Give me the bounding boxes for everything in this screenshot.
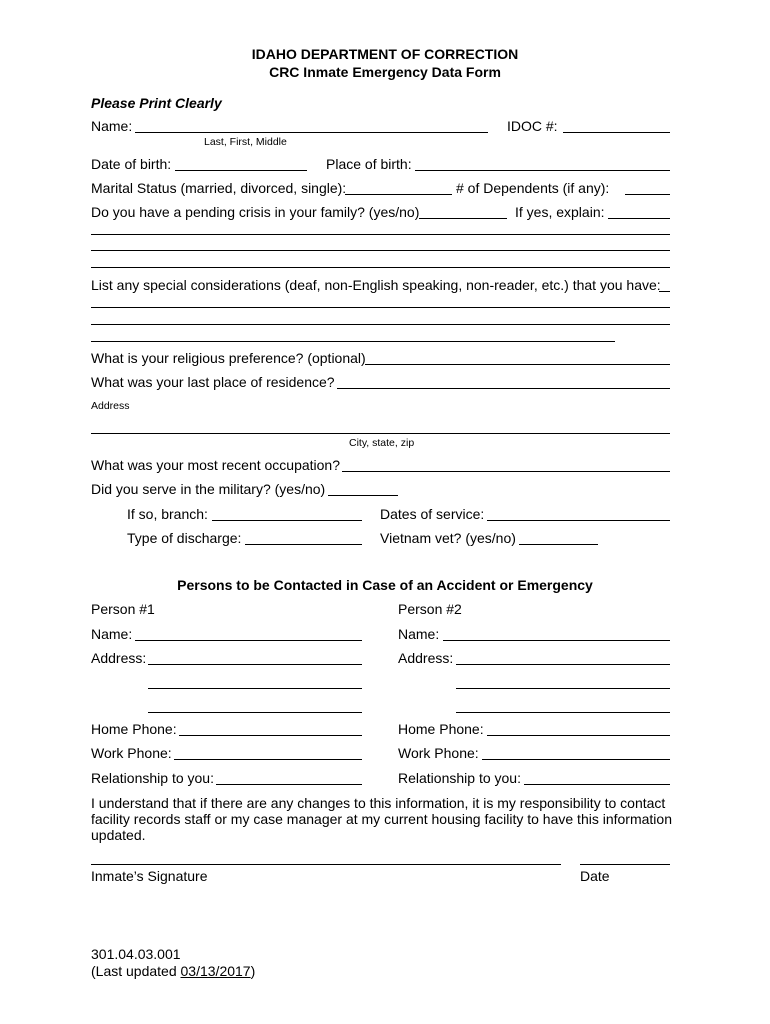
- signature-label: Inmate’s Signature: [91, 868, 208, 884]
- special-field[interactable]: [659, 291, 670, 292]
- dependents-label: # of Dependents (if any):: [456, 180, 610, 196]
- crisis-field[interactable]: [419, 218, 507, 219]
- person2-work-phone-field[interactable]: [482, 759, 670, 760]
- occupation-label: What was your most recent occupation?: [91, 457, 341, 473]
- service-field[interactable]: [487, 520, 670, 521]
- last-updated-date: 03/13/2017: [180, 963, 251, 979]
- branch-field[interactable]: [212, 520, 362, 521]
- person1-work-phone-label: Work Phone:: [91, 745, 172, 761]
- emergency-heading: Persons to be Contacted in Case of an Accident or Emergency: [177, 577, 593, 593]
- special-line[interactable]: [91, 307, 670, 308]
- person2-name-field[interactable]: [443, 640, 670, 641]
- person1-address-field[interactable]: [148, 664, 362, 665]
- person2-address-line[interactable]: [456, 688, 670, 689]
- explain-line[interactable]: [91, 267, 670, 268]
- explain-label: If yes, explain:: [515, 204, 605, 220]
- vietnam-field[interactable]: [519, 544, 598, 545]
- name-field[interactable]: [135, 132, 488, 133]
- service-label: Dates of service:: [380, 506, 485, 522]
- acknowledgement-text: I understand that if there are any changes to this information, it is my responsibility to contact facility records staff or my case manager at my current housing facility to have this information updated.: [91, 795, 672, 843]
- special-line[interactable]: [91, 341, 615, 342]
- person1-home-phone-label: Home Phone:: [91, 721, 177, 737]
- pob-label: Place of birth:: [326, 156, 412, 172]
- residence-field[interactable]: [337, 388, 670, 389]
- signature-field[interactable]: [91, 864, 561, 865]
- last-updated-suffix: ): [250, 963, 256, 979]
- city-state-zip-field[interactable]: [91, 433, 670, 434]
- explain-field[interactable]: [608, 218, 670, 219]
- date-field[interactable]: [580, 864, 670, 865]
- crisis-label: Do you have a pending crisis in your family? (yes/no): [91, 204, 420, 220]
- dob-field[interactable]: [175, 170, 307, 171]
- person1-name-label: Name:: [91, 626, 133, 642]
- last-updated: [91, 963, 255, 979]
- discharge-label: Type of discharge:: [127, 530, 242, 546]
- person2-home-phone-field[interactable]: [487, 735, 670, 736]
- residence-label: What was your last place of residence?: [91, 374, 335, 390]
- religion-label: What is your religious preference? (optional): [91, 350, 366, 366]
- date-label: Date: [580, 868, 610, 884]
- person2-address-label: Address:: [398, 650, 454, 666]
- special-line[interactable]: [91, 324, 670, 325]
- idoc-field[interactable]: [563, 132, 670, 133]
- person1-address-line[interactable]: [148, 688, 362, 689]
- occupation-field[interactable]: [342, 471, 670, 472]
- marital-label: Marital Status (married, divorced, single):: [91, 180, 347, 196]
- person1-relationship-label: Relationship to you:: [91, 770, 214, 786]
- branch-label: If so, branch:: [127, 506, 208, 522]
- religion-field[interactable]: [365, 364, 670, 365]
- military-label: Did you serve in the military? (yes/no): [91, 481, 326, 497]
- person1-title: Person #1: [91, 601, 155, 617]
- person1-name-field[interactable]: [135, 640, 362, 641]
- person1-home-phone-field[interactable]: [179, 735, 362, 736]
- address-hint: Address: [91, 400, 130, 412]
- person2-address-field[interactable]: [456, 664, 670, 665]
- form-title: CRC Inmate Emergency Data Form: [269, 64, 501, 80]
- person2-work-phone-label: Work Phone:: [398, 745, 479, 761]
- explain-line[interactable]: [91, 234, 670, 235]
- discharge-field[interactable]: [245, 544, 362, 545]
- explain-line[interactable]: [91, 250, 670, 251]
- person1-work-phone-field[interactable]: [174, 759, 362, 760]
- vietnam-label: Vietnam vet? (yes/no): [380, 530, 516, 546]
- marital-field[interactable]: [345, 194, 452, 195]
- pob-field[interactable]: [415, 170, 670, 171]
- person1-address-line[interactable]: [148, 712, 362, 713]
- person2-relationship-field[interactable]: [524, 784, 670, 785]
- city-state-zip-hint: City, state, zip: [349, 437, 415, 449]
- idoc-label: IDOC #:: [507, 118, 558, 134]
- last-updated-prefix: (Last updated: [91, 963, 181, 979]
- name-hint: Last, First, Middle: [204, 136, 287, 148]
- person2-home-phone-label: Home Phone:: [398, 721, 484, 737]
- name-label: Name:: [91, 118, 133, 134]
- military-field[interactable]: [328, 495, 398, 496]
- person2-name-label: Name:: [398, 626, 440, 642]
- dependents-field[interactable]: [625, 194, 670, 195]
- person1-relationship-field[interactable]: [216, 784, 362, 785]
- person2-title: Person #2: [398, 601, 462, 617]
- person1-address-label: Address:: [91, 650, 147, 666]
- print-instructions: Please Print Clearly: [91, 95, 222, 111]
- person2-address-line[interactable]: [456, 712, 670, 713]
- person2-relationship-label: Relationship to you:: [398, 770, 521, 786]
- dob-label: Date of birth:: [91, 156, 172, 172]
- special-label: List any special considerations (deaf, non-English speaking, non-reader, etc.) that you have:: [91, 277, 661, 293]
- form-number: 301.04.03.001: [91, 946, 181, 962]
- agency-title: IDAHO DEPARTMENT OF CORRECTION: [251, 46, 519, 62]
